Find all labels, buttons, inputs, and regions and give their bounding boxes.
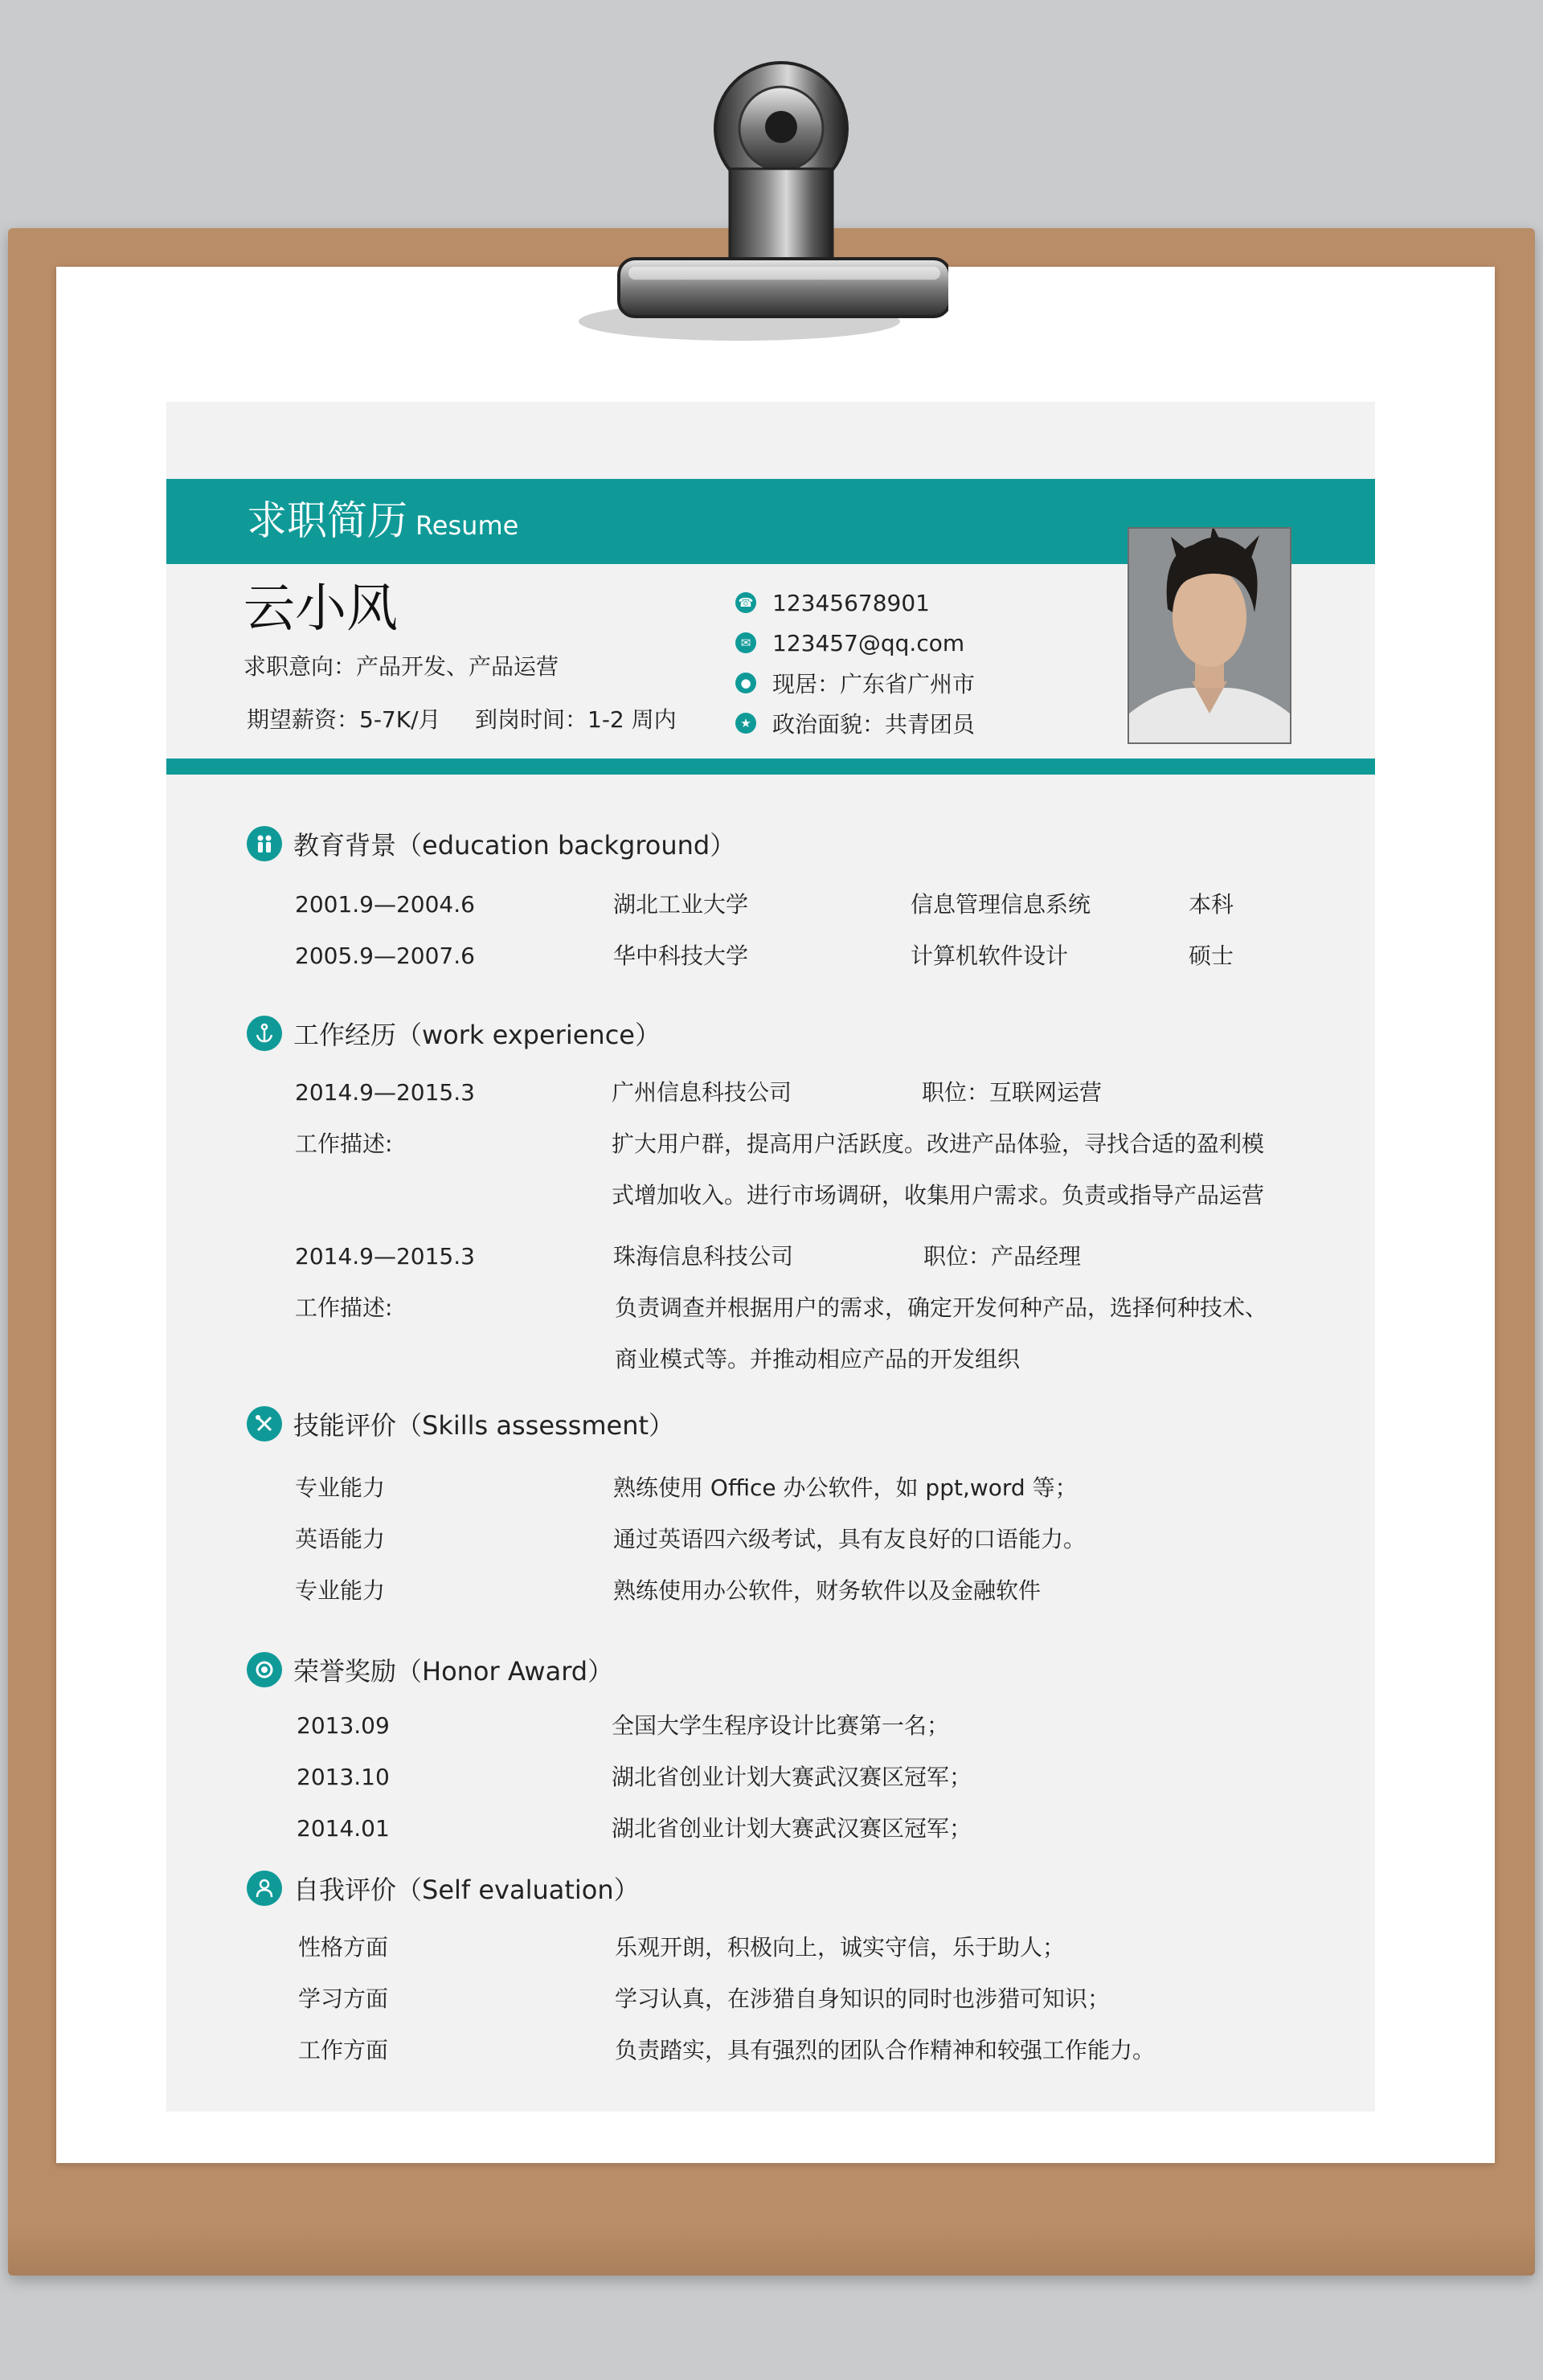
arrival-time: 到岗时间：1-2 周内 [475, 706, 677, 733]
edu-period: 2005.9—2007.6 [295, 943, 475, 969]
contact-location: ● 现居：广东省广州市 [735, 665, 975, 701]
work-desc-label: 工作描述: [295, 1131, 393, 1157]
work-desc-label: 工作描述: [295, 1294, 393, 1321]
edu-period: 2001.9—2004.6 [295, 891, 475, 918]
expected-salary: 期望薪资：5-7K/月 [247, 706, 441, 733]
work-company: 珠海信息科技公司 [613, 1243, 794, 1270]
resume-title-cn: 求职简历 [247, 497, 407, 544]
self-eval-label: 性格方面 [298, 1934, 389, 1961]
work-desc-line: 扩大用户群，提高用户活跃度。改进产品体验，寻找合适的盈利模 [612, 1131, 1265, 1157]
honors-section-title: 荣誉奖励（Honor Award） [247, 1650, 613, 1689]
binder-clip-icon [579, 48, 948, 354]
profile-photo [1128, 527, 1291, 744]
edu-major: 信息管理信息系统 [911, 891, 1091, 918]
work-position: 职位：互联网运营 [922, 1079, 1103, 1106]
honor-text: 湖北省创业计划大赛武汉赛区冠军； [612, 1764, 972, 1790]
people-icon [247, 826, 282, 861]
resume-title-en: Resume [415, 510, 519, 541]
skill-label: 专业能力 [295, 1474, 386, 1501]
edu-degree: 本科 [1189, 891, 1234, 918]
star-icon: ★ [735, 713, 756, 734]
portrait-image [1129, 529, 1290, 742]
resume-title [247, 495, 518, 551]
work-desc-line: 式增加收入。进行市场调研，收集用户需求。负责或指导产品运营 [612, 1182, 1265, 1208]
phone-icon: ☎ [735, 592, 756, 613]
work-period: 2014.9—2015.3 [295, 1079, 475, 1106]
edu-school: 华中科技大学 [613, 943, 749, 969]
edu-degree: 硕士 [1189, 943, 1234, 969]
edu-school: 湖北工业大学 [613, 891, 749, 918]
work-company: 广州信息科技公司 [612, 1079, 792, 1106]
job-intent: 求职意向：产品开发、产品运营 [244, 653, 559, 680]
email-icon: ✉ [735, 632, 756, 653]
self-eval-section-title: 自我评价（Self evaluation） [247, 1869, 640, 1908]
honor-text: 全国大学生程序设计比赛第一名； [612, 1712, 950, 1739]
skills-section-title: 技能评价（Skills assessment） [247, 1405, 674, 1443]
location-icon: ● [735, 673, 756, 693]
work-section-title: 工作经历（work experience） [247, 1014, 661, 1053]
honor-date: 2014.01 [297, 1815, 390, 1842]
skill-text: 熟练使用办公软件，财务软件以及金融软件 [613, 1577, 1042, 1604]
candidate-name: 云小风 [244, 579, 398, 639]
self-eval-text: 乐观开朗，积极向上，诚实守信，乐于助人； [615, 1934, 1066, 1961]
anchor-icon [247, 1016, 282, 1051]
contact-email: ✉ 123457@qq.com [735, 625, 964, 660]
work-desc-line: 负责调查并根据用户的需求，确定开发何种产品，选择何种技术、 [615, 1294, 1268, 1321]
contact-political: ★ 政治面貌：共青团员 [735, 705, 975, 741]
contact-phone: ☎ 12345678901 [735, 585, 930, 620]
work-position: 职位：产品经理 [923, 1243, 1082, 1270]
honor-date: 2013.10 [297, 1764, 390, 1790]
edu-major: 计算机软件设计 [911, 943, 1069, 969]
work-period: 2014.9—2015.3 [295, 1243, 475, 1270]
education-section-title: 教育背景（education background） [247, 824, 735, 863]
resume-sheet [166, 402, 1375, 2112]
work-desc-line: 商业模式等。并推动相应产品的开发组织 [615, 1346, 1021, 1372]
skill-text: 熟练使用 Office 办公软件，如 ppt,word 等； [613, 1474, 1078, 1501]
honor-text: 湖北省创业计划大赛武汉赛区冠军； [612, 1815, 972, 1842]
skill-text: 通过英语四六级考试，具有友良好的口语能力。 [613, 1526, 1087, 1552]
medal-icon [247, 1652, 282, 1687]
self-eval-text: 负责踏实，具有强烈的团队合作精神和较强工作能力。 [615, 2037, 1156, 2063]
self-eval-label: 学习方面 [298, 1985, 389, 2012]
skill-label: 英语能力 [295, 1526, 386, 1552]
person-icon [247, 1871, 282, 1906]
header-divider [166, 759, 1375, 775]
self-eval-text: 学习认真，在涉猎自身知识的同时也涉猎可知识； [615, 1985, 1111, 2012]
honor-date: 2013.09 [297, 1712, 390, 1739]
self-eval-label: 工作方面 [298, 2037, 389, 2063]
tools-icon [247, 1406, 282, 1441]
skill-label: 专业能力 [295, 1577, 386, 1604]
